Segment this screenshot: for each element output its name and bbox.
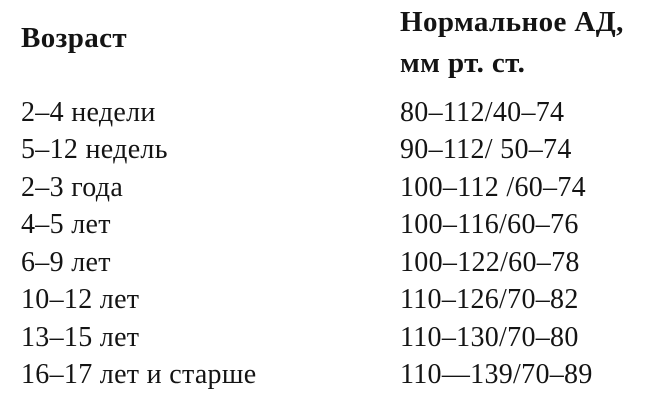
bp-cell: 80–112/40–74 — [400, 96, 565, 128]
table-row — [21, 169, 650, 207]
bp-cell: 100–116/60–76 — [400, 209, 579, 241]
header-age: Возраст — [21, 21, 128, 54]
blood-pressure-table — [21, 0, 650, 394]
age-cell: 5–12 недель — [21, 134, 168, 166]
age-cell: 2–3 года — [21, 171, 124, 203]
table-row — [21, 244, 650, 282]
age-cell: 2–4 недели — [21, 96, 156, 128]
table-body — [21, 94, 650, 394]
header-normal-bp-line2: мм рт. ст. — [400, 47, 526, 79]
age-cell: 16–17 лет и старше — [21, 359, 257, 391]
table-row — [21, 319, 650, 357]
bp-cell: 100–112 /60–74 — [400, 171, 586, 203]
bp-cell: 90–112/ 50–74 — [400, 134, 572, 166]
table-header-row — [21, 0, 650, 90]
header-normal-bp-line1: Нормальное АД, — [400, 6, 624, 38]
header-normal-bp — [400, 2, 650, 84]
age-cell: 13–15 лет — [21, 321, 140, 353]
table-row — [21, 282, 650, 320]
age-cell: 4–5 лет — [21, 209, 111, 241]
table-row — [21, 357, 650, 395]
age-cell: 6–9 лет — [21, 246, 111, 278]
bp-cell: 100–122/60–78 — [400, 246, 580, 278]
bp-cell: 110—139/70–89 — [400, 359, 593, 391]
table-row — [21, 207, 650, 245]
table-row — [21, 94, 650, 132]
bp-cell: 110–126/70–82 — [400, 284, 579, 316]
table-row — [21, 132, 650, 170]
age-cell: 10–12 лет — [21, 284, 140, 316]
bp-cell: 110–130/70–80 — [400, 321, 579, 353]
